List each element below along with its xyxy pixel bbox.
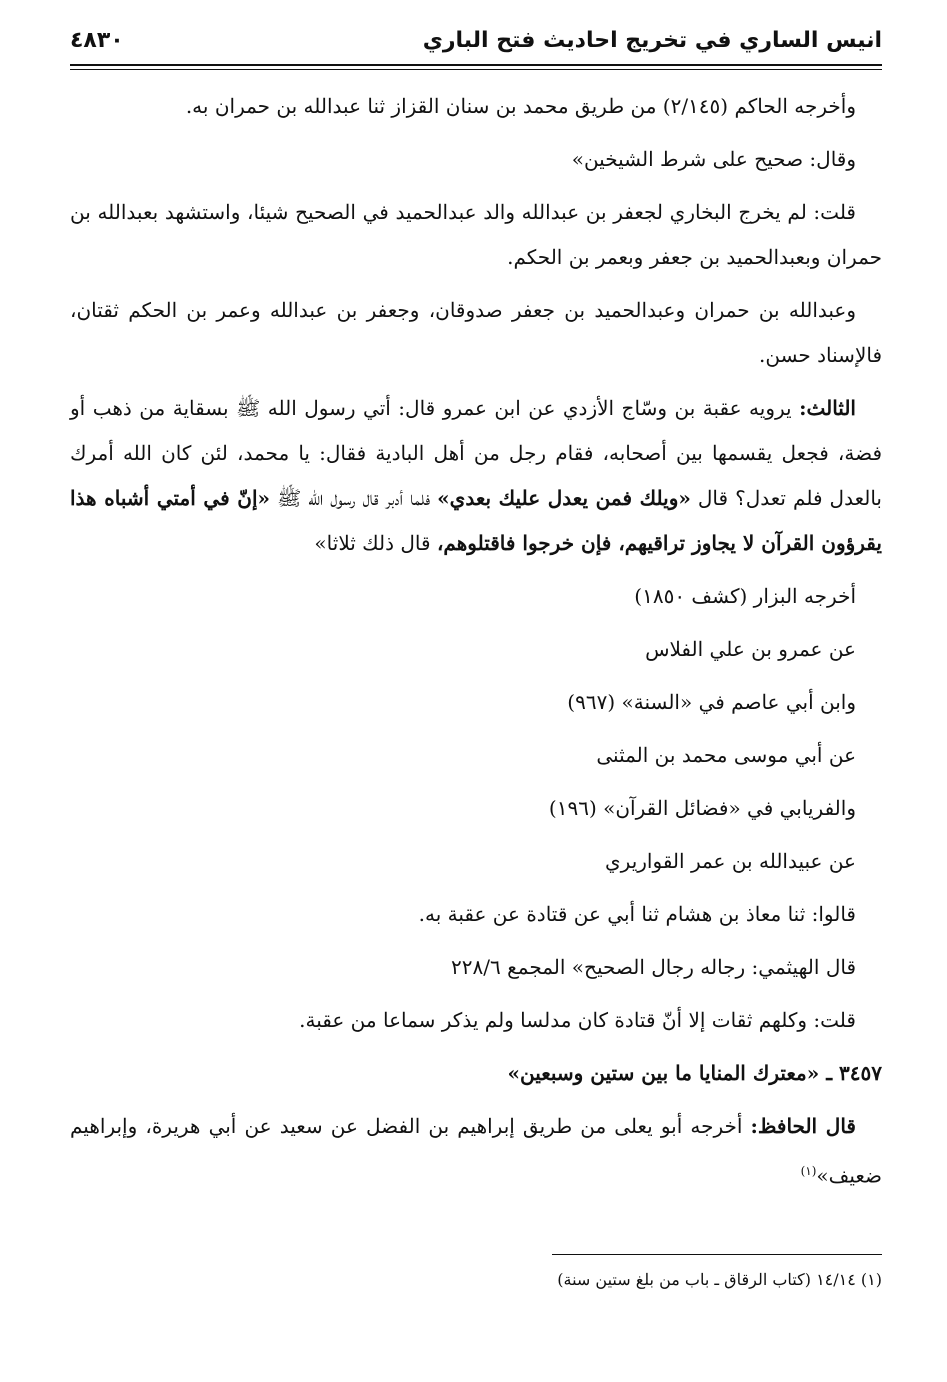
source-line: عن عمرو بن علي الفلاس <box>645 637 856 661</box>
section-label: الثالث: <box>799 396 856 420</box>
page <box>70 28 882 1289</box>
paragraph: وأخرجه الحاكم (٢/١٤٥) من طريق محمد بن سنان القزاز ثنا عبدالله بن حمران به. <box>185 94 856 118</box>
running-title: انيس الساري في تخريج احاديث فتح الباري <box>422 28 882 53</box>
source-line: عن أبي موسى محمد بن المثنى <box>596 743 856 767</box>
text-run: أخرجه أبو يعلى من طريق إبراهيم بن الفضل عن سعيد عن أبي هريرة، وإبراهيم ضعيف» <box>70 1114 882 1188</box>
source-line: قال الهيثمي: رجاله رجال الصحيح» المجمع ٢٢٨/٦ <box>451 955 856 979</box>
header-rule-thin <box>70 69 882 70</box>
paragraph <box>70 1104 882 1199</box>
source-line: قلت: وكلهم ثقات إلا أنّ قتادة كان مدلسا ولم يذكر سماعا من عقبة. <box>299 1008 856 1032</box>
hadith-quote: «ويلك فمن يعدل عليك بعدي» <box>437 486 691 510</box>
header-rule-thick <box>70 64 882 66</box>
text-run: يرويه عقبة بن وسّاج الأزدي عن ابن عمرو قال: أتي رسول الله ﷺ بسقاية من ذهب أو فضة، فجعل يقسمها بين أصحابه، فقام رجل من أهل البادية فقال: يا محمد، لئن كان الله أمرك بالعدل فلم تعدل؟ قال <box>70 396 882 510</box>
hadith-heading <box>70 1051 882 1096</box>
paragraph-third <box>70 386 882 566</box>
hadith-quote: «إنّ في أمتي أشباه هذا يقرؤون القرآن لا يجاوز تراقيهم، فإن خرجوا فاقتلوهم، <box>70 486 882 555</box>
source-line: وابن أبي عاصم في «السنة» (٩٦٧) <box>567 690 856 714</box>
paragraph: وعبدالله بن حمران وعبدالحميد بن جعفر صدوقان، وجعفر بن عبدالله وعمر بن الحكم ثقتان، فالإسناد حسن. <box>70 298 882 367</box>
section-label: قال الحافظ: <box>750 1114 856 1138</box>
paragraph: قلت: لم يخرج البخاري لجعفر بن عبدالله والد عبدالحميد في الصحيح شيئا، واستشهد بعبدالله بن حمران وبعبدالحميد بن جعفر وبعمر بن الحكم. <box>70 200 882 269</box>
main-text <box>70 84 882 1199</box>
footnote-marker: (١) <box>800 1164 817 1178</box>
source-line: أخرجه البزار (كشف ١٨٥٠) <box>634 584 856 608</box>
source-line: عن عبيدالله بن عمر القواريري <box>605 849 856 873</box>
page-number: ٤٨٣٠ <box>70 28 124 53</box>
footnote-rule <box>552 1254 882 1255</box>
text-run: فلما أدبر قال رسول الله ﷺ <box>270 486 438 510</box>
source-line: قالوا: ثنا معاذ بن هشام ثنا أبي عن قتادة عن عقبة به. <box>418 902 856 926</box>
text-run: قال ذلك ثلاثا» <box>314 531 437 555</box>
footnote: (١) ١٤/١٤ (كتاب الرقاق ـ باب من بلغ ستين سنة) <box>557 1270 882 1289</box>
hadith-heading-text: ٣٤٥٧ ـ «معترك المنايا ما بين ستين وسبعين» <box>507 1061 882 1085</box>
source-line: والفريابي في «فضائل القرآن» (١٩٦) <box>548 796 856 820</box>
page-header <box>70 28 882 62</box>
paragraph: وقال: صحيح على شرط الشيخين» <box>571 147 856 171</box>
